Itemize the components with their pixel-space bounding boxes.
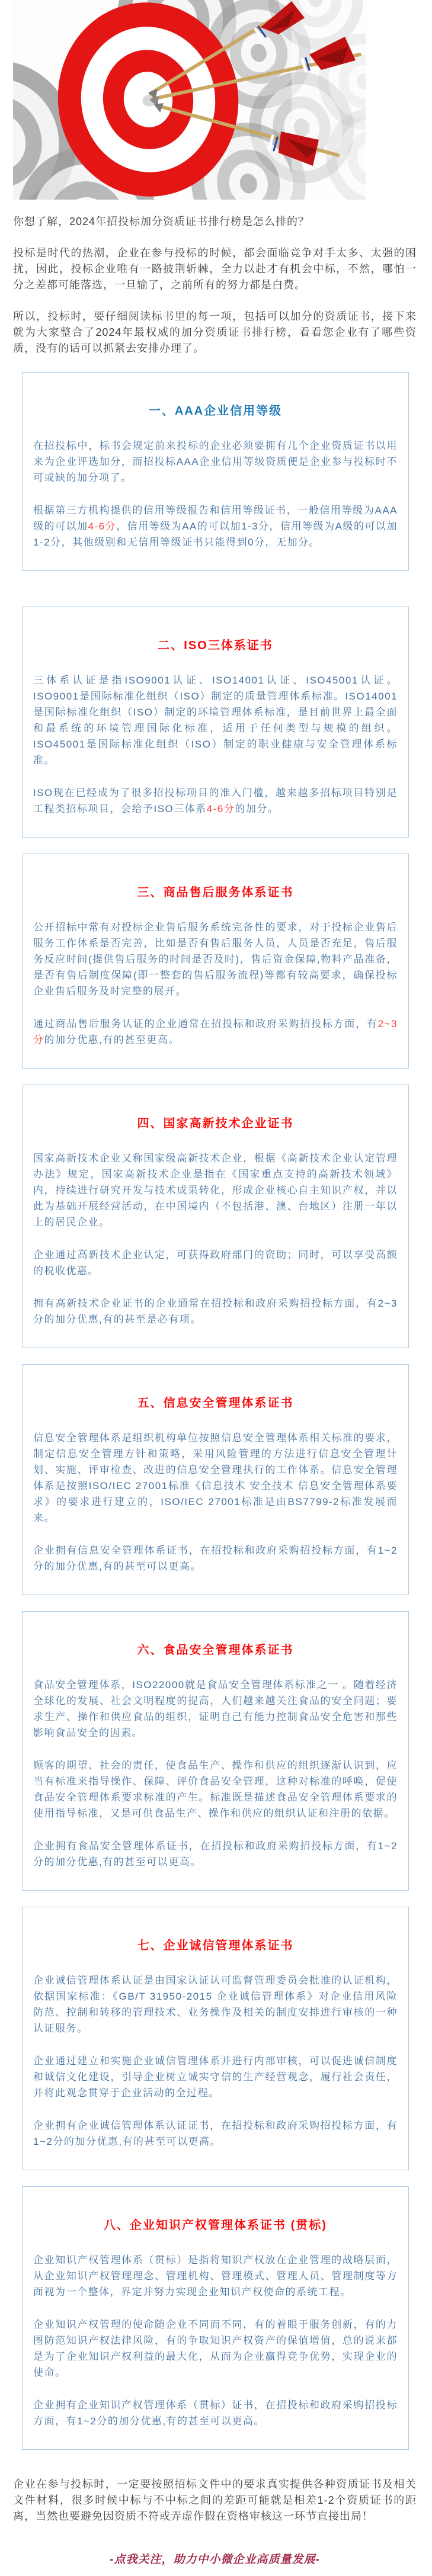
section-title: 二、ISO三体系证书 bbox=[158, 639, 273, 652]
section-paragraph bbox=[33, 438, 398, 486]
section-paragraph bbox=[33, 1295, 398, 1327]
paragraph-text: 三体系认证是指ISO9001认证、ISO14001认证、ISO45001认证。ISO9001是国际标准化组织（ISO）制定的质量管理体系标准。ISO14001是国际标准化组织（ISO）制定的环境管理体系标准，是目前世界上最全面和最系统的环境管理国际化标准，适用于任何类型与规模的组织。ISO45001是国际标准化组织（ISO）制定的职业健康与安全管理体系标准。 bbox=[33, 675, 398, 766]
section-paragraph bbox=[33, 672, 398, 768]
paragraph-text: 顾客的期望、社会的责任，使食品生产、操作和供应的组织逐渐认识到，应当有标准来指导操作、保障、评价食品安全管理，这种对标准的呼唤，促使食品安全管理体系要求标准的产生。标准既是描述食品安全管理体系要求的使用指导标准，又是可供食品生产、操作和供应的组织认证和注册的依据。 bbox=[33, 1760, 398, 1819]
sections-container bbox=[0, 372, 432, 2450]
paragraph-text: 企业通过高新技术企业认定，可获得政府部门的资助；同时，可以享受高额的税收优惠。 bbox=[33, 1249, 398, 1276]
score-highlight: 4-6分 bbox=[88, 521, 117, 532]
outro-block bbox=[13, 2476, 417, 2576]
section-title: 五、信息安全管理体系证书 bbox=[137, 1397, 294, 1410]
section-paragraph bbox=[33, 2118, 398, 2150]
paragraph-text: 企业通过建立和实施企业诚信管理体系并进行内部审核，可以促进诚信制度和诚信文化建设，引导企业树立诚实守信的生产经营观念，履行社会责任，并将此观念贯穿于企业活动的全过程。 bbox=[33, 2055, 398, 2099]
certificate-section-2 bbox=[22, 607, 409, 838]
intro-paragraph-3: 所以，投标时，要仔细阅读标书里的每一项，包括可以加分的资质证书，接下来就为大家整合了2024年最权威的加分资质证书排行榜，看看您企业有了哪些资质，没有的话可以抓紧去安排办理了。 bbox=[13, 310, 417, 354]
section-paragraph bbox=[33, 1430, 398, 1526]
section-paragraph bbox=[33, 1757, 398, 1821]
certificate-section-5 bbox=[22, 1364, 409, 1595]
certificate-section-7 bbox=[22, 1907, 409, 2170]
certificate-section-8 bbox=[22, 2186, 409, 2450]
section-paragraph bbox=[33, 1838, 398, 1870]
follow-cta-link[interactable]: -点我关注，助力中小微企业高质量发展- bbox=[110, 2553, 320, 2566]
paragraph-text: 公开招标中常有对投标企业售后服务系统完备性的要求，对于投标企业售后服务工作体系是否完善，比如是否有售后服务人员，人员是否充足，售后服务反应时间(提供售后服务的时间是否及时)，售后资金保障,物料产品准备，是否有售后制度保障(即一整套的售后服务流程)等都有较高要求，确保投标企业售后服务及时完整的展开。 bbox=[33, 922, 398, 997]
section-paragraph bbox=[33, 1972, 398, 2036]
section-paragraph bbox=[33, 1677, 398, 1741]
paragraph-text: 企业拥有信息安全管理体系证书，在招投标和政府采购招投标方面，有1~2分的加分优惠,有的甚至可以更高。 bbox=[33, 1545, 398, 1572]
intro-block bbox=[13, 214, 417, 357]
section-paragraph bbox=[33, 2252, 398, 2300]
closing-note: 企业在参与投标时，一定要按照招标文件中的要求真实提供各种资质证书及相关文件材料，很多时候中标与不中标之间的差距可能就是相差1-2个资质证书的距离，当然也要避免因资质不符或弄虚作假在资格审核这一环节直接出局！ bbox=[13, 2478, 417, 2522]
bullseye-arrows-illustration bbox=[13, 0, 366, 200]
certificate-section-4 bbox=[22, 1085, 409, 1348]
hero-bullseye-image bbox=[13, 0, 366, 200]
intro-paragraph-1: 你想了解，2024年招投标加分资质证书排行榜是怎么排的？ bbox=[13, 216, 310, 227]
paragraph-text: 的加分优惠,有的甚至更高。 bbox=[44, 1034, 180, 1045]
paragraph-text: 信息安全管理体系是组织机构单位按照信息安全管理体系相关标准的要求，制定信息安全管理方针和策略，采用风险管理的方法进行信息安全管理计划、实施、评审检查、改进的信息安全管理执行的工作体系。信息安全管理体系是按照ISO/IEC 27001标准《信息技术 安全技术 信息安全管理体系要求》的要求进行建立的，ISO/IEC 27001标准是由BS7799-2标准发展而来。 bbox=[33, 1432, 398, 1523]
paragraph-text: 食品安全管理体系，ISO22000就是食品安全管理体系标准之一 。随着经济全球化的发展、社会文明程度的提高，人们越来越关注食品的安全问题；要求生产、操作和供应食品的组织，证明自己有能力控制食品安全危害和那些影响食品安全的因素。 bbox=[33, 1679, 398, 1738]
certificate-section-1 bbox=[22, 372, 409, 571]
section-title: 六、食品安全管理体系证书 bbox=[137, 1644, 294, 1657]
paragraph-text: 拥有高新技术企业证书的企业通常在招投标和政府采购招投标方面，有2~3分的加分优惠,有的甚至是必有项。 bbox=[33, 1298, 398, 1325]
paragraph-text: 企业拥有食品安全管理体系证书，在招投标和政府采购招投标方面，有1~2分的加分优惠,有的甚至可以更高。 bbox=[33, 1840, 398, 1868]
section-paragraph bbox=[33, 785, 398, 817]
paragraph-text: ISO现在已经成为了很多招投标项目的准入门槛，越来越多招标项目特别是工程类招标项目，会给予ISO三体系 bbox=[33, 787, 398, 814]
paragraph-text: ，信用等级为AA的可以加1-3分，信用等级为A级的可以加1-2分，其他级别和无信用等级证书只能得到0分，无加分。 bbox=[33, 521, 398, 548]
paragraph-text: 的加分。 bbox=[235, 803, 279, 814]
section-paragraph bbox=[33, 2053, 398, 2101]
section-paragraph bbox=[33, 1150, 398, 1230]
section-paragraph bbox=[33, 1016, 398, 1048]
certificate-section-6 bbox=[22, 1611, 409, 1891]
paragraph-text: 企业诚信管理体系认证是由国家认证认可监督管理委员会批准的认证机构，依据国家标准：《GB/T 31950-2015 企业诚信管理体系》对企业信用风险防范、控制和转移的管理技术、业务操作及相关的制度安排进行审核的一种认证服务。 bbox=[33, 1975, 398, 2034]
section-paragraph bbox=[33, 2397, 398, 2429]
section-title: 四、国家高新技术企业证书 bbox=[137, 1117, 294, 1130]
section-title: 七、企业诚信管理体系证书 bbox=[137, 1939, 294, 1952]
paragraph-text: 企业知识产权管理的使命随企业不同而不同，有的着眼于服务创新，有的力图防范知识产权法律风险，有的争取知识产权资产的保值增值，总的说来都是为了企业知识产权利益的最大化，从而为企业赢得竞争优势，实现企业的使命。 bbox=[33, 2319, 398, 2378]
section-paragraph bbox=[33, 1542, 398, 1574]
section-title: 八、企业知识产权管理体系证书 (贯标) bbox=[104, 2219, 327, 2232]
section-paragraph bbox=[33, 2317, 398, 2381]
section-paragraph bbox=[33, 919, 398, 999]
intro-paragraph-2: 投标是时代的热潮，企业在参与投标的时候，都会面临竞争对手太多、太强的困扰，因此，投标企业唯有一路披荆斩棘，全力以赴才有机会中标，不然，哪怕一分之差都可能落选，一旦输了，之前所有的努力都是白费。 bbox=[13, 247, 417, 291]
section-paragraph bbox=[33, 502, 398, 550]
paragraph-text: 企业拥有企业诚信管理体系认证证书，在招投标和政府采购招投标方面，有1~2分的加分优惠,有的甚至可以更高。 bbox=[33, 2120, 398, 2147]
paragraph-text: 企业拥有企业知识产权管理体系（贯标）证书，在招投标和政府采购招投标方面，有1~2分的加分优惠,有的甚至可以更高。 bbox=[33, 2399, 398, 2427]
paragraph-text: 通过商品售后服务认证的企业通常在招投标和政府采购招投标方面，有 bbox=[33, 1018, 378, 1029]
section-paragraph bbox=[33, 1247, 398, 1279]
paragraph-text: 根据第三方机构提供的信用等级报告和信用等级证书，一般信用等级为AAA级的可以加 bbox=[33, 505, 398, 532]
paragraph-text: 企业知识产权管理体系（贯标）是指将知识产权放在企业管理的战略层面，从企业知识产权管理理念、管理机构、管理模式、管理人员、管理制度等方面视为一个整体，界定并努力实现企业知识产权使命的系统工程。 bbox=[33, 2254, 398, 2298]
score-highlight: 2~3分 bbox=[33, 1018, 398, 1045]
section-title: 三、商品售后服务体系证书 bbox=[137, 886, 294, 899]
paragraph-text: 国家高新技术企业又称国家级高新技术企业，根据《高新技术企业认定管理办法》规定，国家高新技术企业是指在《国家重点支持的高新技术领域》内，持续进行研究开发与技术成果转化，形成企业核心自主知识产权，并以此为基础开展经营活动，在中国境内（不包括港、澳、台地区）注册一年以上的居民企业。 bbox=[33, 1153, 398, 1228]
section-title: 一、AAA企业信用等级 bbox=[148, 405, 283, 418]
score-highlight: 4-6分 bbox=[206, 803, 235, 814]
certificate-section-3 bbox=[22, 854, 409, 1069]
paragraph-text: 在招投标中，标书会规定前来投标的企业必须要拥有几个企业资质证书以用来为企业评选加分，而招投标AAA企业信用等级资质便是企业参与投标时不可或缺的加分项了。 bbox=[33, 440, 398, 483]
